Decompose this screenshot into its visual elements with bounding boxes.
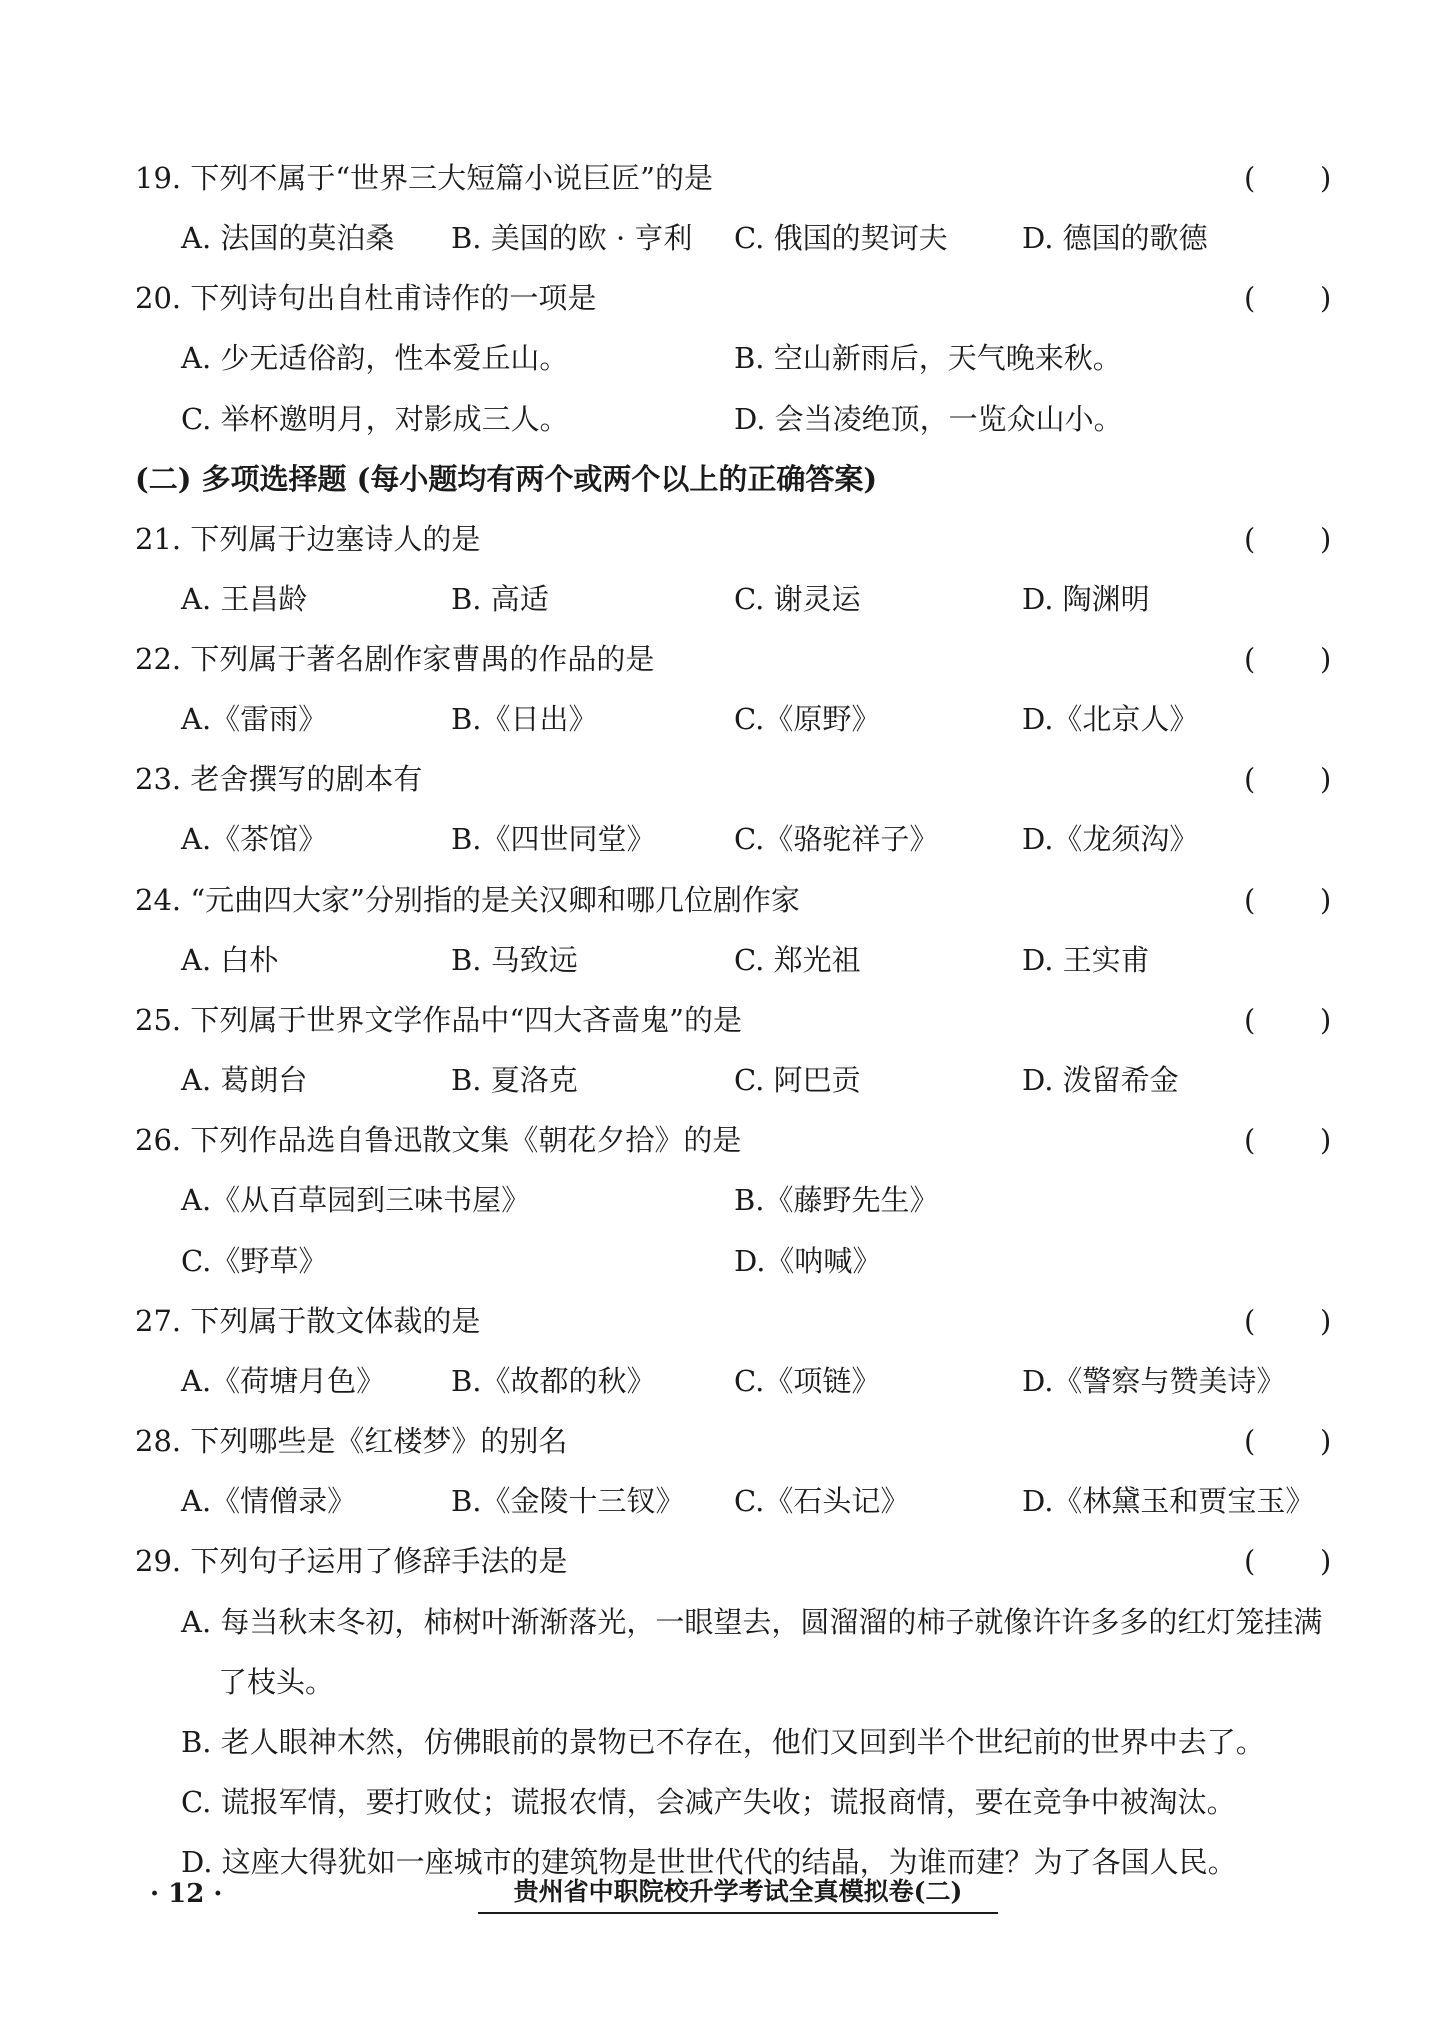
option-a: A. 每当秋末冬初，柿树叶渐渐落光，一眼望去，圆溜溜的柿子就像许许多多的红灯笼挂满 (181, 1605, 1323, 1639)
question-19 (0, 153, 1440, 203)
option-c: C.《石头记》 (734, 1484, 910, 1518)
option-c: C.《项链》 (734, 1364, 881, 1398)
option-d: D.《警察与赞美诗》 (1022, 1364, 1286, 1398)
option-c: C.《野草》 (181, 1244, 328, 1278)
answer-blank[interactable]: ( ) (1244, 1123, 1332, 1157)
option-b: B. 美国的欧 · 亨利 (451, 221, 693, 255)
question-22-text: 22. 下列属于著名剧作家曹禺的作品的是 (135, 642, 655, 676)
option-c: C. 俄国的契诃夫 (734, 221, 948, 255)
option-a: A.《茶馆》 (181, 822, 328, 856)
option-a: A. 法国的莫泊桑 (181, 221, 395, 255)
option-d: D. 陶渊明 (1022, 582, 1150, 616)
option-a: A. 王昌龄 (181, 582, 308, 616)
question-26-options-row2 (0, 1236, 1440, 1286)
question-19-options (0, 213, 1440, 263)
question-25-text: 25. 下列属于世界文学作品中“四大吝啬鬼”的是 (135, 1003, 742, 1037)
answer-blank[interactable]: ( ) (1244, 281, 1332, 315)
question-19-text: 19. 下列不属于“世界三大短篇小说巨匠”的是 (135, 161, 713, 195)
question-20-options-row1 (0, 333, 1440, 383)
question-29-option-a (0, 1597, 1440, 1647)
option-d: D. 王实甫 (1022, 943, 1150, 977)
question-20-text: 20. 下列诗句出自杜甫诗作的一项是 (135, 281, 597, 315)
answer-blank[interactable]: ( ) (1244, 161, 1332, 195)
page-number: · 12 · (150, 1879, 223, 1909)
option-d: D.《龙须沟》 (1022, 822, 1199, 856)
option-d: D. 德国的歌德 (1022, 221, 1208, 255)
option-d: D. 泼留希金 (1022, 1063, 1179, 1097)
option-c: C.《骆驼祥子》 (734, 822, 939, 856)
option-b: B. 高适 (451, 582, 549, 616)
option-c: C.《原野》 (734, 702, 881, 736)
option-b: B. 夏洛克 (451, 1063, 578, 1097)
answer-blank[interactable]: ( ) (1244, 522, 1332, 556)
answer-blank[interactable]: ( ) (1244, 1544, 1332, 1578)
option-b: B. 马致远 (451, 943, 578, 977)
question-24 (0, 875, 1440, 925)
question-25 (0, 995, 1440, 1045)
question-27 (0, 1296, 1440, 1346)
question-29 (0, 1536, 1440, 1586)
option-c: C. 谢灵运 (734, 582, 861, 616)
answer-blank[interactable]: ( ) (1244, 1304, 1332, 1338)
question-22-options (0, 694, 1440, 744)
option-b: B.《故都的秋》 (451, 1364, 656, 1398)
question-21-options (0, 574, 1440, 624)
question-21 (0, 514, 1440, 564)
question-26 (0, 1115, 1440, 1165)
question-24-options (0, 935, 1440, 985)
answer-blank[interactable]: ( ) (1244, 1003, 1332, 1037)
option-c: C. 郑光祖 (734, 943, 861, 977)
option-a: A. 少无适俗韵，性本爱丘山。 (181, 341, 569, 375)
footer-title: 贵州省中职院校升学考试全真模拟卷(二) (478, 1872, 998, 1914)
option-b: B.《金陵十三钗》 (451, 1484, 685, 1518)
question-29-option-b (0, 1717, 1440, 1767)
question-28-options (0, 1476, 1440, 1526)
question-27-text: 27. 下列属于散文体裁的是 (135, 1304, 481, 1338)
option-d: D. 会当凌绝顶，一览众山小。 (734, 402, 1123, 436)
option-b: B.《四世同堂》 (451, 822, 656, 856)
question-26-options-row1 (0, 1175, 1440, 1225)
option-a-continued: 了枝头。 (218, 1665, 335, 1699)
option-d: D.《林黛玉和贾宝玉》 (1022, 1484, 1315, 1518)
question-29-text: 29. 下列句子运用了修辞手法的是 (135, 1544, 568, 1578)
question-29-option-a-continued (0, 1657, 1440, 1707)
question-21-text: 21. 下列属于边塞诗人的是 (135, 522, 481, 556)
option-b: B.《藤野先生》 (734, 1183, 939, 1217)
option-d: D.《呐喊》 (734, 1244, 882, 1278)
question-26-text: 26. 下列作品选自鲁迅散文集《朝花夕拾》的是 (135, 1123, 742, 1157)
question-29-option-c (0, 1777, 1440, 1827)
answer-blank[interactable]: ( ) (1244, 1424, 1332, 1458)
question-25-options (0, 1055, 1440, 1105)
question-20 (0, 273, 1440, 323)
option-d: D. 这座大得犹如一座城市的建筑物是世世代代的结晶，为谁而建？为了各国人民。 (181, 1845, 1237, 1879)
question-23-text: 23. 老舍撰写的剧本有 (135, 762, 423, 796)
question-23-options (0, 814, 1440, 864)
question-28-text: 28. 下列哪些是《红楼梦》的别名 (135, 1424, 568, 1458)
option-a: A. 白朴 (181, 943, 279, 977)
answer-blank[interactable]: ( ) (1244, 883, 1332, 917)
answer-blank[interactable]: ( ) (1244, 642, 1332, 676)
section-2-heading: (二) 多项选择题 (每小题均有两个或两个以上的正确答案) (135, 462, 878, 496)
option-c: C. 举杯邀明月，对影成三人。 (181, 402, 569, 436)
answer-blank[interactable]: ( ) (1244, 762, 1332, 796)
question-22 (0, 634, 1440, 684)
option-c: C. 阿巴贡 (734, 1063, 861, 1097)
question-27-options (0, 1356, 1440, 1406)
option-a: A.《荷塘月色》 (181, 1364, 386, 1398)
option-d: D.《北京人》 (1022, 702, 1199, 736)
option-b: B.《日出》 (451, 702, 598, 736)
question-20-options-row2 (0, 394, 1440, 444)
question-24-text: 24. “元曲四大家”分别指的是关汉卿和哪几位剧作家 (135, 883, 800, 917)
option-b: B. 空山新雨后，天气晚来秋。 (734, 341, 1122, 375)
question-28 (0, 1416, 1440, 1466)
section-heading (0, 454, 1440, 504)
option-a: A.《雷雨》 (181, 702, 328, 736)
option-a: A.《情僧录》 (181, 1484, 357, 1518)
option-c: C. 谎报军情，要打败仗；谎报农情，会减产失收；谎报商情，要在竞争中被淘汰。 (181, 1785, 1236, 1819)
option-b: B. 老人眼神木然，仿佛眼前的景物已不存在，他们又回到半个世纪前的世界中去了。 (181, 1725, 1265, 1759)
option-a: A.《从百草园到三味书屋》 (181, 1183, 531, 1217)
question-23 (0, 754, 1440, 804)
option-a: A. 葛朗台 (181, 1063, 308, 1097)
